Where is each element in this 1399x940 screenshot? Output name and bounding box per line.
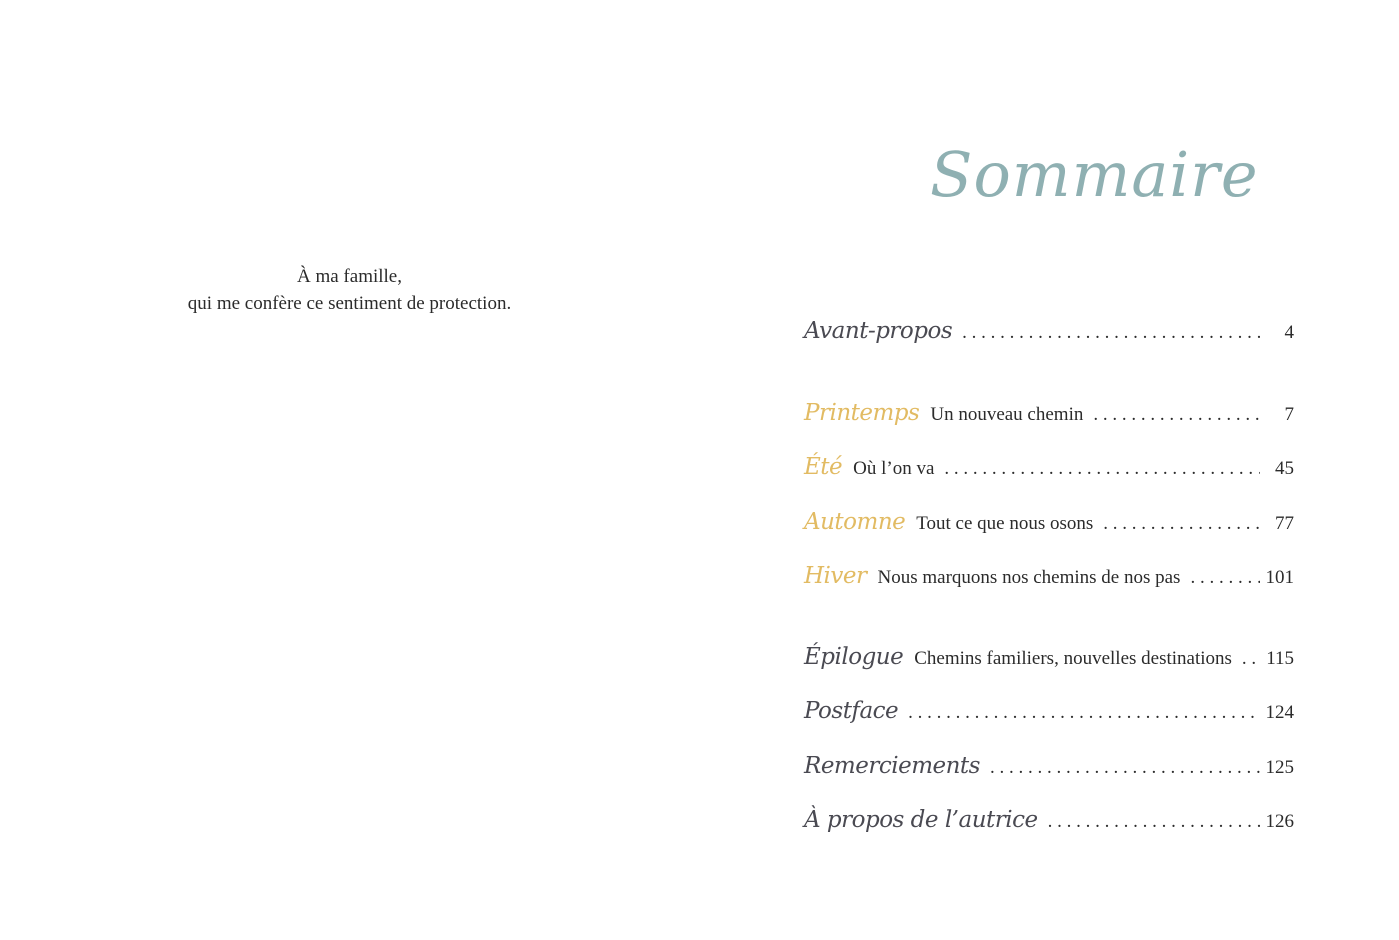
toc-entry-subtitle: Nous marquons nos chemins de nos pas [877,567,1181,588]
toc-entry-subtitle: Un nouveau chemin [930,404,1084,425]
dedication-line-1: À ma famille, [297,266,402,287]
toc-entry-label: Avant-propos [804,318,953,344]
toc-leader-dots [1093,397,1260,433]
right-page [700,0,1399,940]
toc-entry-hiver[interactable] [804,558,1294,594]
toc-entry-label: Épilogue [804,644,904,670]
dedication-line-2: qui me confère ce sentiment de protection. [187,293,512,314]
toc-entry-label: Automne [804,509,906,535]
toc-entry-page: 77 [1275,513,1294,534]
toc-entry-subtitle: Où l’on va [853,458,935,479]
toc-entry-printemps[interactable] [804,395,1294,431]
toc-leader-dots [962,315,1260,351]
toc-title: Sommaire [930,138,1259,211]
toc-entry-a-propos[interactable] [804,802,1294,838]
toc-leader-dots [944,451,1260,487]
toc-entry-subtitle: Chemins familiers, nouvelles destinations [914,648,1232,669]
toc-entry-page: 125 [1265,757,1294,778]
toc-leader-dots [908,695,1259,731]
toc-leader-dots [1048,804,1260,840]
toc-entry-ete[interactable] [804,449,1294,485]
toc-entry-label: Remerciements [804,753,980,779]
toc-entry-label: Printemps [804,400,920,426]
toc-entry-remerciements[interactable] [804,748,1294,784]
toc-leader-dots [1103,506,1260,542]
toc-entry-page: 126 [1265,811,1294,832]
toc-entry-page: 101 [1265,567,1294,588]
toc-entry-page: 45 [1275,458,1294,479]
toc-entry-avant-propos[interactable] [804,313,1294,349]
toc-entry-epilogue[interactable] [804,639,1294,675]
toc-entry-label: Postface [804,698,899,724]
toc-entry-page: 115 [1266,648,1294,669]
toc-leader-dots [1190,560,1259,596]
toc-entry-label: Hiver [804,563,867,589]
toc-entry-page: 124 [1265,702,1294,723]
toc-entry-page: 7 [1284,404,1294,425]
toc-leader-dots [1242,641,1260,677]
toc-entry-page: 4 [1284,322,1294,343]
left-page [0,0,699,940]
toc-entry-postface[interactable] [804,693,1294,729]
toc-entry-subtitle: Tout ce que nous osons [916,513,1094,534]
toc-entry-label: Été [804,454,843,480]
toc-leader-dots [990,750,1260,786]
toc-entry-label: À propos de l’autrice [804,807,1038,833]
dedication [0,263,699,317]
toc-entry-automne[interactable] [804,504,1294,540]
